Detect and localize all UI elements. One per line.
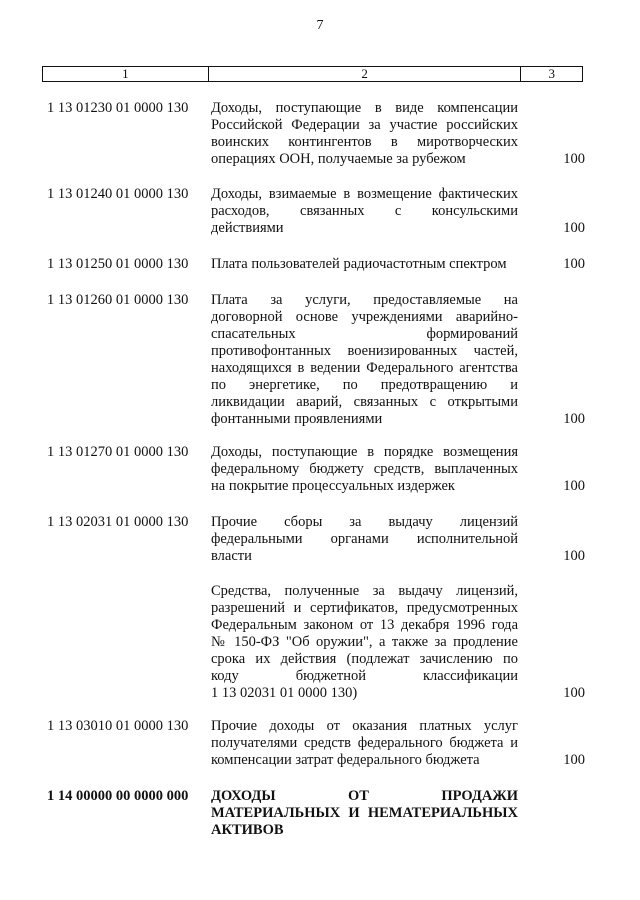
entry-description [211, 788, 518, 839]
classification-code: 1 13 01250 01 0000 130 [47, 256, 189, 272]
description-line: спасательных формирований [211, 326, 518, 342]
page-number: 7 [316, 18, 324, 33]
entry-description [211, 186, 518, 237]
description-line: Доходы, взимаемые в возмещение фактических [211, 186, 518, 202]
description-line: Средства, полученные за выдачу лицензий, [211, 583, 518, 599]
description-line: воинских контингентов в миротворческих [211, 134, 518, 150]
classification-code: 1 13 01270 01 0000 130 [47, 444, 189, 460]
amount-value: 100 [563, 151, 585, 167]
amount-value: 100 [563, 752, 585, 768]
classification-code: 1 13 01260 01 0000 130 [47, 292, 189, 308]
column-header-table [42, 66, 583, 82]
entry-description [211, 444, 518, 495]
entry-description [211, 514, 518, 565]
description-line: по энергетике, по предотвращению и [211, 377, 518, 393]
classification-code: 1 13 01230 01 0000 130 [47, 100, 189, 116]
description-line: находящихся в ведении Федерального агентства [211, 360, 518, 376]
description-line: Плата за услуги, предоставляемые на [211, 292, 518, 308]
entry-description [211, 583, 518, 702]
column-header-2: 2 [208, 67, 521, 82]
amount-value: 100 [563, 478, 585, 494]
description-line: Доходы, поступающие в порядке возмещения [211, 444, 518, 460]
entry-description [211, 292, 518, 428]
description-line: Доходы, поступающие в виде компенсации [211, 100, 518, 116]
description-line: АКТИВОВ [211, 822, 284, 838]
description-line: противофонтанных военизированных частей, [211, 343, 518, 359]
description-line: ДОХОДЫ ОТ ПРОДАЖИ [211, 788, 518, 804]
description-line: действиями [211, 220, 284, 236]
amount-value: 100 [563, 256, 585, 272]
classification-code: 1 13 03010 01 0000 130 [47, 718, 189, 734]
description-line: № 150-ФЗ "Об оружии", а также за продление [211, 634, 518, 650]
description-line: фонтанными проявлениями [211, 411, 383, 427]
description-line: Плата пользователей радиочастотным спектром [211, 256, 507, 272]
amount-value: 100 [563, 548, 585, 564]
description-line: разрешений и сертификатов, предусмотренных [211, 600, 518, 616]
description-line: Прочие доходы от оказания платных услуг [211, 718, 518, 734]
column-header-1: 1 [43, 67, 209, 82]
description-line: договорной основе учреждениями аварийно- [211, 309, 518, 325]
description-line: Прочие сборы за выдачу лицензий [211, 514, 518, 530]
entry-description [211, 100, 518, 168]
description-line: Федеральным законом от 13 декабря 1996 года [211, 617, 518, 633]
description-line: получателями средств федерального бюджета и [211, 735, 518, 751]
amount-value: 100 [563, 220, 585, 236]
classification-code: 1 13 02031 01 0000 130 [47, 514, 189, 530]
description-line: федеральными органами исполнительной [211, 531, 518, 547]
description-line: компенсации затрат федерального бюджета [211, 752, 480, 768]
column-header-3: 3 [521, 67, 583, 82]
entry-description [211, 718, 518, 769]
description-line: Российской Федерации за участие российских [211, 117, 518, 133]
classification-code: 1 14 00000 00 0000 000 [47, 788, 189, 804]
entry-description [211, 256, 518, 273]
description-line: на покрытие процессуальных издержек [211, 478, 455, 494]
description-line: расходов, связанных с консульскими [211, 203, 518, 219]
description-line: срока их действия (подлежат зачислению по [211, 651, 518, 667]
description-line: ликвидации аварий, связанных с открытыми [211, 394, 518, 410]
classification-code: 1 13 01240 01 0000 130 [47, 186, 189, 202]
amount-value: 100 [563, 685, 585, 701]
description-line: МАТЕРИАЛЬНЫХ И НЕМАТЕРИАЛЬНЫХ [211, 805, 518, 821]
description-line: 1 13 02031 01 0000 130) [211, 685, 358, 701]
description-line: операциях ООН, получаемые за рубежом [211, 151, 466, 167]
description-line: власти [211, 548, 252, 564]
description-line: федеральному бюджету средств, выплаченных [211, 461, 518, 477]
description-line: коду бюджетной классификации [211, 668, 518, 684]
amount-value: 100 [563, 411, 585, 427]
